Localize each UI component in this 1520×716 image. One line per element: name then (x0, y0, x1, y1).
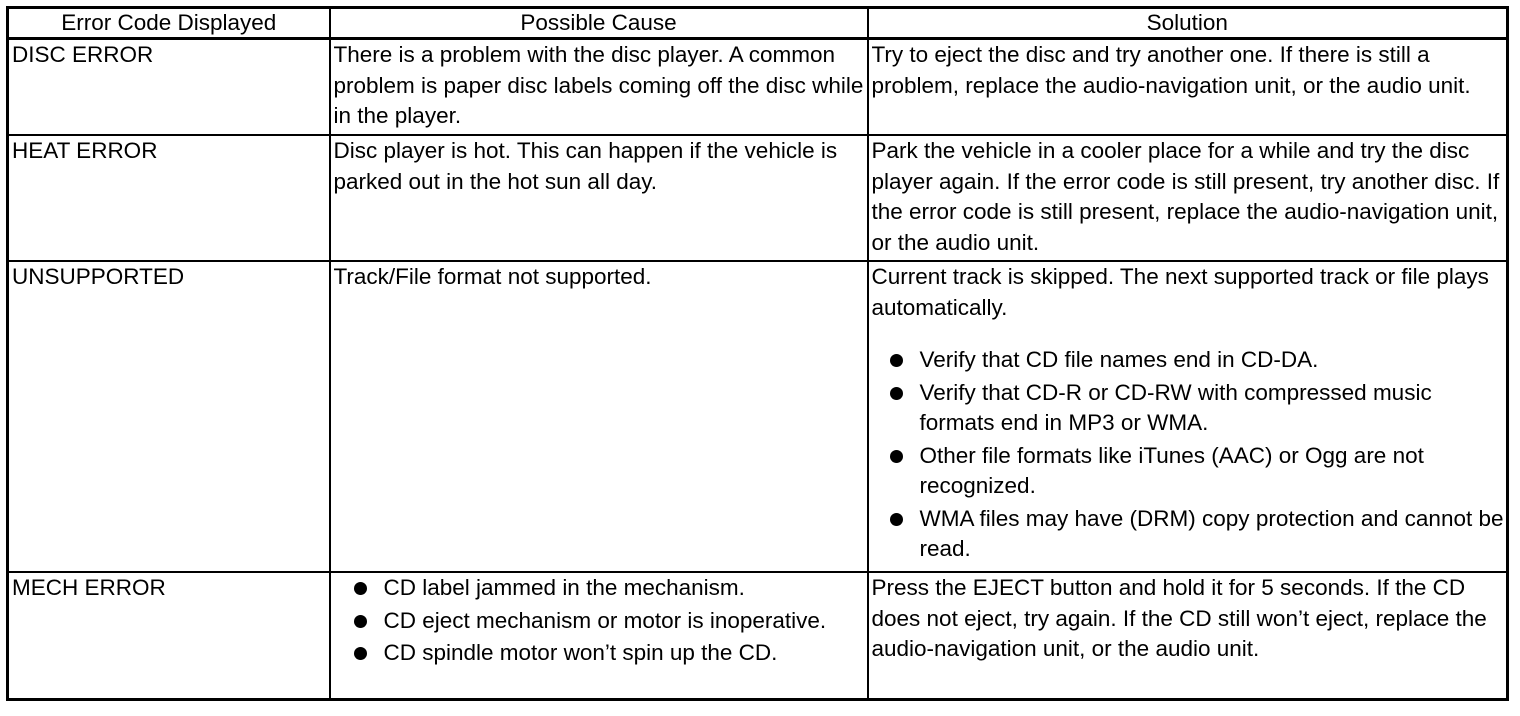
cause-cell: There is a problem with the disc player. A common problem is paper disc labels coming off the disc while in the player. (330, 39, 868, 136)
bullet-icon (354, 582, 367, 595)
bullet-text: CD label jammed in the mechanism. (383, 575, 745, 600)
list-item (334, 573, 865, 604)
bullet-text: Verify that CD-R or CD-RW with compressed music formats end in MP3 or WMA. (919, 379, 1432, 435)
list-item (872, 345, 1505, 376)
bullet-icon (354, 647, 367, 660)
list-item (872, 504, 1505, 565)
solution-cell: Park the vehicle in a cooler place for a while and try the disc player again. If the error code is still present, try another disc. If the error code is still present, replace the audio-navigation unit, or the audio unit. (868, 135, 1508, 261)
document-page (6, 6, 1509, 701)
error-code-cell: DISC ERROR (8, 39, 330, 136)
list-item (334, 606, 865, 637)
table-row (8, 572, 1508, 700)
solution-cell: Try to eject the disc and try another one. If there is still a problem, replace the audio-navigation unit, or the audio unit. (868, 39, 1508, 136)
cause-cell: Track/File format not supported. (330, 261, 868, 572)
bullet-icon (890, 354, 903, 367)
bullet-icon (354, 615, 367, 628)
solution-cell (868, 261, 1508, 572)
solution-text: Current track is skipped. The next supported track or file plays automatically. (871, 264, 1489, 320)
cause-bullet-list (334, 573, 865, 669)
bullet-icon (890, 387, 903, 400)
list-item (334, 638, 865, 669)
solution-bullet-list (872, 345, 1505, 565)
bullet-text: CD spindle motor won’t spin up the CD. (383, 640, 778, 665)
table-row (8, 39, 1508, 136)
table-header-row (8, 8, 1508, 39)
error-code-cell: UNSUPPORTED (8, 261, 330, 572)
list-item (872, 378, 1505, 439)
solution-cell: Press the EJECT button and hold it for 5 seconds. If the CD does not eject, try again. If the CD still won’t eject, replace the audio-navigation unit, or the audio unit. (868, 572, 1508, 700)
list-item (872, 441, 1505, 502)
bullet-icon (890, 450, 903, 463)
header-error-code: Error Code Displayed (8, 8, 330, 39)
bullet-text: Other file formats like iTunes (AAC) or Ogg are not recognized. (919, 442, 1424, 498)
table-row (8, 135, 1508, 261)
error-code-table (6, 6, 1509, 701)
bullet-text: WMA files may have (DRM) copy protection and cannot be read. (919, 505, 1504, 561)
bullet-text: CD eject mechanism or motor is inoperative. (383, 607, 827, 633)
header-solution: Solution (868, 8, 1508, 39)
bullet-icon (890, 513, 903, 526)
cause-cell (330, 572, 868, 700)
table-row (8, 261, 1508, 572)
bullet-text: Verify that CD file names end in CD-DA. (919, 347, 1319, 372)
error-code-cell: MECH ERROR (8, 572, 330, 700)
header-possible-cause: Possible Cause (330, 8, 868, 39)
cause-cell: Disc player is hot. This can happen if the vehicle is parked out in the hot sun all day. (330, 135, 868, 261)
error-code-cell: HEAT ERROR (8, 135, 330, 261)
